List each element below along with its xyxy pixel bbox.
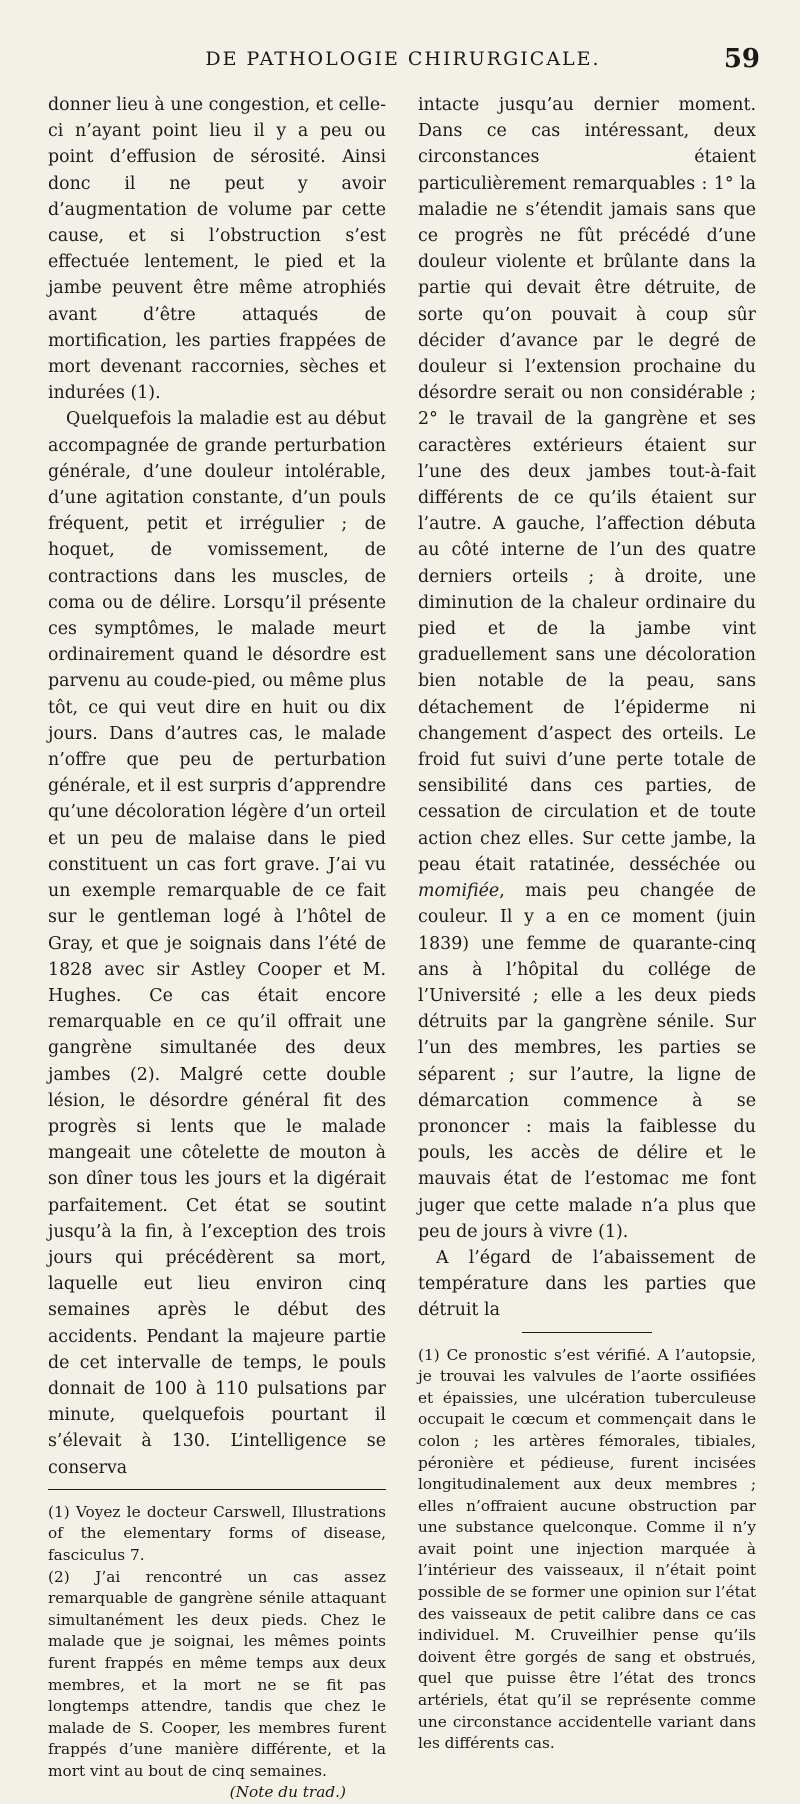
right-body-text (418, 92, 756, 1324)
right-paragraph-1 (418, 92, 756, 1245)
right-paragraph-2: A l’égard de l’abaissement de température dans les parties que détruit la (418, 1247, 756, 1321)
footnote-2: (2) J’ai rencontré un cas assez remarquable de gangrène sénile attaquant simultanément les deux pieds. Chez le malade que je soignai, les mêmes points furent frappés en même temps aux deux membres, et la mort ne se fit pas longtemps attendre, tandis que chez le malade de S. Cooper, les membres furent frappés d’une manière différente, et la mort vint au bout de cinq semaines. (48, 1567, 386, 1780)
italic-term: momifiée (418, 881, 500, 902)
footnote-divider-right (522, 1332, 652, 1333)
left-body-text (48, 92, 386, 1481)
page-header (46, 44, 760, 84)
left-footnotes (48, 1502, 386, 1804)
footnote-divider (48, 1489, 386, 1490)
running-title: DE PATHOLOGIE CHIRURGICALE. (205, 48, 601, 70)
left-paragraph-2: Quelquefois la maladie est au début accompagnée de grande perturbation générale, d’une douleur intolérable, d’une agitation constante, d’un pouls fréquent, petit et irrégulier ; de hoquet, de vomissement, de contractions dans les muscles, de coma ou de délire. Lorsqu’il présente ces symptômes, le malade meurt ordinairement quand le désordre est parvenu au coude-pied, ou même plus tôt, ce qui veut dire en huit ou dix jours. Dans d’autres cas, le malade n’offre que peu de perturbation générale, et il est surpris d’apprendre qu’une décoloration légère d’un orteil et un peu de malaise dans le pied constituent un cas fort grave. J’ai vu un exemple remarquable de ce fait sur le gentleman logé à l’hôtel de Gray, et que je soignais dans l’été de 1828 avec sir Astley Cooper et M. Hughes. Ce cas était encore remarquable en ce qu’il offrait une gangrène simultanée des deux jambes (2). Malgré cette double lésion, le désordre général fit des progrès si lents que le malade mangeait une côtelette de mouton à son dîner tous les jours et la digérait parfaitement. Cet état se soutint jusqu’à la fin, à l’exception des trois jours qui précédèrent sa mort, laquelle eut lieu environ cinq semaines après le début des accidents. Pendant la majeure partie de cet intervalle de temps, le pouls donnait de 100 à 110 pulsations par minute, quelquefois pourtant il s’élevait à 130. L’intelligence se conserva (48, 409, 386, 1478)
page-number: 59 (723, 44, 760, 74)
left-column (48, 92, 386, 1804)
footnote-1: (1) Voyez le docteur Carswell, Illustrations of the elementary forms of disease, fasciculus 7. (48, 1502, 386, 1564)
footnote-right-1: (1) Ce pronostic s’est vérifié. A l’autopsie, je trouvai les valvules de l’aorte ossifiées et épaissies, une ulcération tuberculeuse occupait le cœcum et commençait dans le colon ; les artères fémorales, tibiales, péronière et pédieuse, furent incisées longitudinalement aux deux membres ; elles n’offraient aucune obstruction par une substance quelconque. Comme il n’y avait point une injection marquée à l’intérieur des vaisseaux, il n’était point possible de se former une opinion sur l’état des vaisseaux de petit calibre dans ce cas individuel. M. Cruveilhier pense qu’ils doivent être gorgés de sang et obstrués, quel que puisse être l’état des troncs artériels, état qu’il se représente comme une circonstance accidentelle variant dans les différents cas. (418, 1345, 756, 1753)
right-footnotes (418, 1345, 756, 1755)
right-paragraph-1-end: , mais peu changée de couleur. Il y a en ce moment (juin 1839) une femme de quarante-cinq ans à l’hôpital du collége de l’Université ; elle a les deux pieds détruits par la gangrène sénile. Sur l’un des membres, les parties se séparent ; sur l’autre, la ligne de démarcation commence à se prononcer : mais la faiblesse du pouls, les accès de délire et le mauvais état de l’estomac me font juger que cette malade n’a plus que peu de jours à vivre (1). (418, 881, 756, 1242)
right-paragraph-1-start: intacte jusqu’au dernier moment. Dans ce cas intéressant, deux circonstances étaient particulièrement remarquables : 1° la maladie ne s’étendit jamais sans que ce progrès ne fût précédé d’une douleur violente et brûlante dans la partie qui devait être détruite, de sorte qu’on pouvait à coup sûr décider d’avance par le degré de douleur si l’extension prochaine du désordre serait ou non considérable ; 2° le travail de la gangrène et ses caractères extérieurs étaient sur l’une des deux jambes tout-à-fait différents de ce qu’ils étaient sur l’autre. A gauche, l’affection débuta au côté interne de l’un des quatre derniers orteils ; à droite, une diminution de la chaleur ordinaire du pied et de la jambe vint graduellement sans une décoloration bien notable de la peau, sans détachement de l’épiderme ni changement d’aspect des orteils. Le froid fut suivi d’une perte totale de sensibilité dans ces parties, de cessation de circulation et de toute action chez elles. Sur cette jambe, la peau était ratatinée, desséchée ou (418, 95, 756, 875)
right-column (418, 92, 756, 1755)
translator-note-signature: (Note du trad.) (229, 1783, 346, 1802)
left-paragraph-1: donner lieu à une congestion, et celle-ci n’ayant point lieu il y a peu ou point d’effusion de sérosité. Ainsi donc il ne peut y avoir d’augmentation de volume par cette cause, et si l’obstruction s’est effectuée lentement, le pied et la jambe peuvent être même atrophiés avant d’être attaqués de mortification, les parties frappées de mort devenant raccornies, sèches et indurées (1). (48, 95, 386, 404)
